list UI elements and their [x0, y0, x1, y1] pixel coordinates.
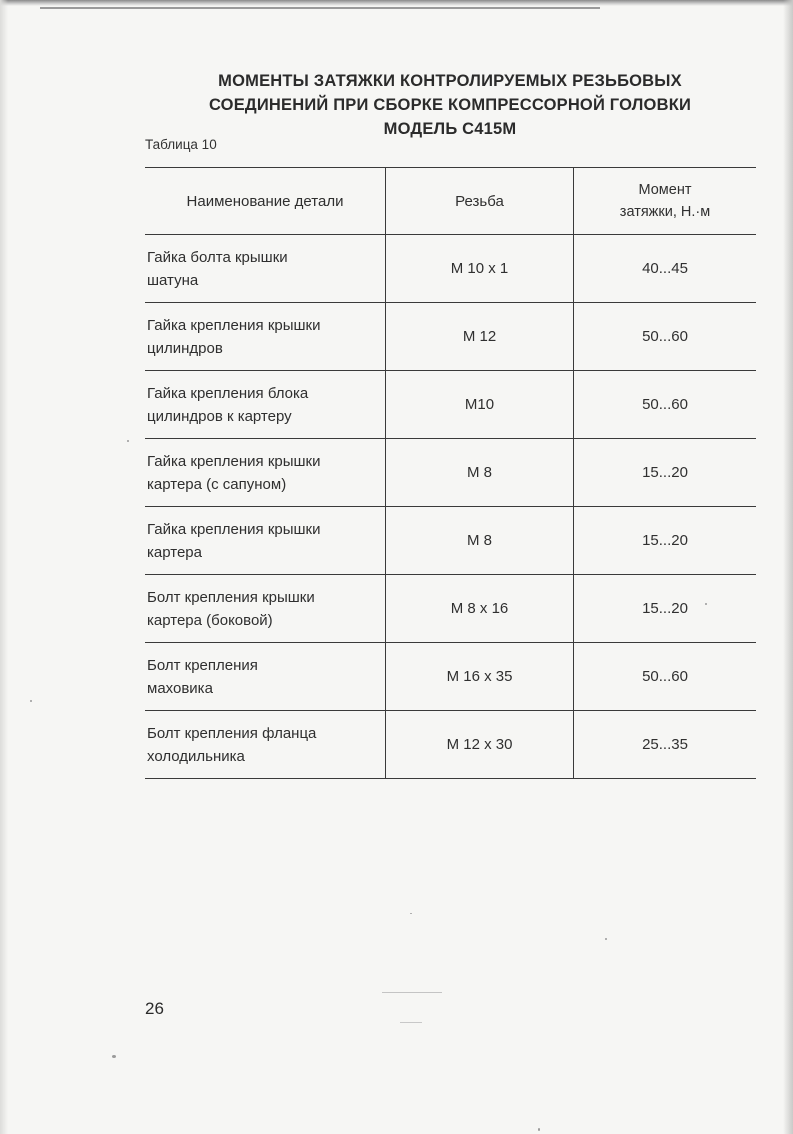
scan-speck — [30, 700, 32, 702]
row-name: Болт крепления маховика — [147, 656, 258, 697]
row-torque: 15...20 — [573, 439, 756, 506]
row-name: Гайка крепления крышки цилиндров — [147, 316, 321, 357]
scan-top-line — [40, 7, 600, 9]
table-row — [145, 507, 756, 575]
row-name-cell — [145, 235, 385, 302]
header-name: Наименование детали — [186, 192, 344, 210]
row-torque: 50...60 — [573, 643, 756, 710]
scan-speck — [605, 938, 607, 940]
row-thread: М 8 — [385, 507, 573, 574]
row-torque: 15...20 — [573, 575, 756, 642]
row-name: Болт крепления крышки картера (боковой) — [147, 588, 315, 629]
scan-speck — [410, 913, 412, 914]
row-thread: М 8 — [385, 439, 573, 506]
row-torque: 50...60 — [573, 371, 756, 438]
header-torque-line-1: Момент — [638, 182, 692, 198]
table-row — [145, 575, 756, 643]
row-name-cell — [145, 711, 385, 778]
torque-table — [145, 167, 756, 779]
scan-speck — [538, 1128, 540, 1131]
table-header-row — [145, 167, 756, 235]
scan-right-edge — [783, 0, 793, 1134]
page-title — [150, 69, 750, 141]
row-name: Гайка болта крышки шатуна — [147, 248, 288, 289]
scan-speck — [112, 1055, 116, 1058]
table-row — [145, 439, 756, 507]
row-name: Гайка крепления крышки картера (с сапуном) — [147, 452, 321, 493]
row-name-cell — [145, 507, 385, 574]
row-name: Гайка крепления крышки картера — [147, 520, 321, 561]
row-name-cell — [145, 371, 385, 438]
table-row — [145, 643, 756, 711]
row-name: Гайка крепления блока цилиндров к картеру — [147, 384, 309, 425]
row-torque: 25...35 — [573, 711, 756, 778]
scan-speck — [382, 992, 442, 993]
table-row — [145, 235, 756, 303]
header-torque-line-2: затяжки, Н.·м — [619, 204, 711, 220]
table-row — [145, 711, 756, 779]
row-thread: М 16 х 35 — [385, 643, 573, 710]
table-row — [145, 303, 756, 371]
row-name-cell — [145, 303, 385, 370]
row-thread: М 12 — [385, 303, 573, 370]
row-name: Болт крепления фланца холодильника — [147, 724, 317, 765]
scan-left-edge — [0, 0, 8, 1134]
row-thread: М 12 х 30 — [385, 711, 573, 778]
row-thread: М 10 х 1 — [385, 235, 573, 302]
header-thread: Резьба — [385, 168, 573, 234]
scan-speck — [705, 603, 707, 605]
scan-speck — [127, 440, 129, 442]
row-name-cell — [145, 575, 385, 642]
row-name-cell — [145, 643, 385, 710]
title-line-1: МОМЕНТЫ ЗАТЯЖКИ КОНТРОЛИРУЕМЫХ РЕЗЬБОВЫХ — [218, 72, 682, 90]
table-row — [145, 371, 756, 439]
title-line-3: МОДЕЛЬ С415М — [383, 120, 517, 138]
row-torque: 15...20 — [573, 507, 756, 574]
title-line-2: СОЕДИНЕНИЙ ПРИ СБОРКЕ КОМПРЕССОРНОЙ ГОЛОВКИ — [208, 96, 692, 114]
row-torque: 40...45 — [573, 235, 756, 302]
row-name-cell — [145, 439, 385, 506]
header-torque — [573, 168, 756, 234]
page-number: 26 — [145, 999, 164, 1018]
table-label: Таблица 10 — [145, 137, 217, 152]
row-torque: 50...60 — [573, 303, 756, 370]
row-thread: М10 — [385, 371, 573, 438]
scan-speck — [400, 1022, 422, 1023]
row-thread: М 8 х 16 — [385, 575, 573, 642]
scan-top-edge — [0, 0, 793, 6]
